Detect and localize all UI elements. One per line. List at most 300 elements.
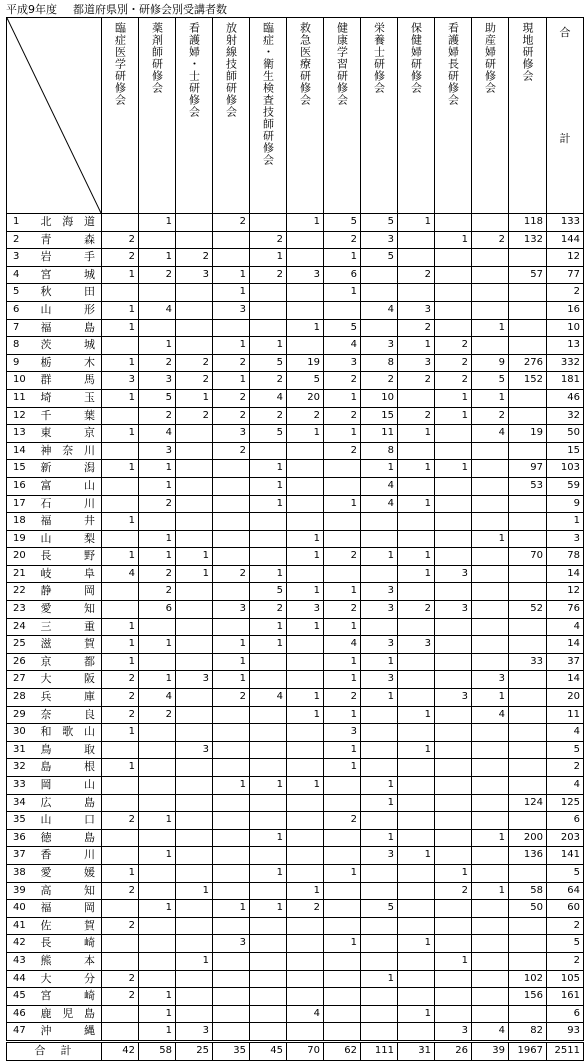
table-row (7, 952, 584, 970)
count-cell: 3 (361, 671, 398, 689)
count-cell (324, 970, 361, 988)
count-cell: 3 (398, 636, 435, 654)
count-cell (250, 917, 287, 935)
count-cell: 1 (435, 231, 472, 249)
count-cell: 2 (176, 249, 213, 267)
count-cell (250, 671, 287, 689)
count-cell: 1 (324, 284, 361, 302)
prefecture-name: 徳島 (37, 829, 102, 847)
row-total-cell: 64 (547, 882, 584, 900)
table-row (7, 847, 584, 865)
count-cell (176, 477, 213, 495)
count-cell (324, 917, 361, 935)
count-cell (361, 988, 398, 1006)
count-cell: 3 (213, 301, 250, 319)
count-cell: 2 (213, 689, 250, 707)
count-cell: 1 (213, 671, 250, 689)
count-cell (398, 583, 435, 601)
count-cell: 1 (213, 653, 250, 671)
count-cell: 2 (324, 231, 361, 249)
count-cell: 1 (139, 636, 176, 654)
count-cell (287, 513, 324, 531)
table-row (7, 689, 584, 707)
count-cell (250, 319, 287, 337)
count-cell: 1 (102, 460, 139, 478)
table-row (7, 425, 584, 443)
prefecture-name: 秋田 (37, 284, 102, 302)
row-total-cell: 14 (547, 671, 584, 689)
row-total-cell: 2 (547, 759, 584, 777)
count-cell: 4 (472, 425, 509, 443)
count-cell (361, 618, 398, 636)
table-row (7, 917, 584, 935)
row-total-cell: 5 (547, 935, 584, 953)
count-cell (435, 829, 472, 847)
column-header (324, 18, 361, 214)
count-cell (324, 513, 361, 531)
count-cell (398, 900, 435, 918)
count-cell (102, 284, 139, 302)
count-cell (472, 513, 509, 531)
count-cell (287, 565, 324, 583)
row-number: 35 (7, 812, 37, 830)
count-cell (472, 495, 509, 513)
row-total-cell: 4 (547, 618, 584, 636)
count-cell: 2 (472, 231, 509, 249)
count-cell (250, 741, 287, 759)
count-cell (509, 618, 547, 636)
count-cell (472, 636, 509, 654)
count-cell (250, 970, 287, 988)
count-cell (509, 724, 547, 742)
count-cell (435, 249, 472, 267)
row-total-cell: 2 (547, 952, 584, 970)
count-cell (435, 970, 472, 988)
row-number: 18 (7, 513, 37, 531)
count-cell: 1 (361, 970, 398, 988)
count-cell: 1 (398, 1005, 435, 1023)
grand-total-cell: 2511 (547, 1041, 584, 1060)
count-cell: 2 (287, 407, 324, 425)
count-cell: 3 (176, 266, 213, 284)
count-cell (287, 812, 324, 830)
count-cell (213, 741, 250, 759)
count-cell: 2 (213, 389, 250, 407)
count-cell: 136 (509, 847, 547, 865)
row-total-cell: 37 (547, 653, 584, 671)
count-cell (361, 812, 398, 830)
count-cell (509, 777, 547, 795)
table-row (7, 741, 584, 759)
count-cell: 1 (250, 777, 287, 795)
count-cell (250, 530, 287, 548)
count-cell: 5 (472, 372, 509, 390)
count-cell (435, 847, 472, 865)
count-cell: 19 (509, 425, 547, 443)
column-header (213, 18, 250, 214)
count-cell (509, 565, 547, 583)
count-cell (435, 671, 472, 689)
table-row (7, 1005, 584, 1023)
count-cell: 1 (176, 565, 213, 583)
count-cell (213, 988, 250, 1006)
prefecture-name: 石川 (37, 495, 102, 513)
count-cell (509, 530, 547, 548)
row-total-cell: 6 (547, 1005, 584, 1023)
count-cell (435, 759, 472, 777)
count-cell (472, 460, 509, 478)
count-cell (176, 847, 213, 865)
count-cell: 1 (139, 214, 176, 232)
count-cell: 1 (139, 847, 176, 865)
column-total-cell: 35 (213, 1041, 250, 1060)
count-cell: 1 (139, 530, 176, 548)
prefecture-name: 岩手 (37, 249, 102, 267)
count-cell (102, 1005, 139, 1023)
column-total-cell: 45 (250, 1041, 287, 1060)
count-cell (176, 284, 213, 302)
count-cell (287, 495, 324, 513)
count-cell: 4 (139, 301, 176, 319)
count-cell: 1 (287, 425, 324, 443)
column-total-cell: 39 (472, 1041, 509, 1060)
prefecture-name: 長野 (37, 548, 102, 566)
count-cell: 3 (435, 689, 472, 707)
count-cell: 2 (139, 407, 176, 425)
count-cell (287, 759, 324, 777)
count-cell (472, 917, 509, 935)
count-cell (287, 917, 324, 935)
count-cell (250, 812, 287, 830)
count-cell: 1 (472, 829, 509, 847)
count-cell (324, 847, 361, 865)
count-cell: 1 (324, 935, 361, 953)
count-cell (287, 477, 324, 495)
count-cell (398, 618, 435, 636)
count-cell: 1 (398, 741, 435, 759)
count-cell (324, 530, 361, 548)
count-cell: 2 (398, 319, 435, 337)
count-cell (213, 249, 250, 267)
count-cell (324, 1005, 361, 1023)
count-cell: 2 (139, 583, 176, 601)
count-cell (324, 882, 361, 900)
count-cell: 1 (213, 636, 250, 654)
prefecture-name: 新潟 (37, 460, 102, 478)
count-cell (509, 917, 547, 935)
count-cell: 1 (250, 477, 287, 495)
count-cell: 2 (398, 372, 435, 390)
table-row (7, 495, 584, 513)
prefecture-name: 大分 (37, 970, 102, 988)
total-col-bottom: 計 (559, 132, 571, 145)
count-cell (102, 530, 139, 548)
prefecture-name: 富山 (37, 477, 102, 495)
count-cell: 1 (176, 882, 213, 900)
count-cell (509, 864, 547, 882)
count-cell: 1 (139, 460, 176, 478)
count-cell: 1 (250, 829, 287, 847)
table-row (7, 706, 584, 724)
table-row (7, 389, 584, 407)
row-total-cell: 3 (547, 530, 584, 548)
row-total-cell: 125 (547, 794, 584, 812)
column-total-cell: 31 (398, 1041, 435, 1060)
count-cell (102, 477, 139, 495)
count-cell (509, 301, 547, 319)
table-row (7, 583, 584, 601)
count-cell (176, 530, 213, 548)
count-cell: 1 (324, 671, 361, 689)
row-total-cell: 77 (547, 266, 584, 284)
count-cell (472, 864, 509, 882)
count-cell (324, 829, 361, 847)
count-cell: 5 (361, 249, 398, 267)
count-cell (250, 952, 287, 970)
column-header-label: 薬剤師研修会 (150, 22, 164, 94)
count-cell (250, 653, 287, 671)
column-header-label: 保健婦研修会 (409, 22, 423, 94)
row-total-cell: 14 (547, 565, 584, 583)
count-cell (213, 1023, 250, 1042)
column-total-cell: 42 (102, 1041, 139, 1060)
count-cell: 3 (398, 354, 435, 372)
count-cell (435, 935, 472, 953)
count-cell (509, 249, 547, 267)
count-cell (398, 794, 435, 812)
row-number: 27 (7, 671, 37, 689)
count-cell (472, 477, 509, 495)
count-cell: 1 (324, 864, 361, 882)
count-cell (324, 1023, 361, 1042)
row-number: 5 (7, 284, 37, 302)
count-cell (102, 337, 139, 355)
column-total-cell: 111 (361, 1041, 398, 1060)
count-cell: 1 (361, 829, 398, 847)
prefecture-name: 埼玉 (37, 389, 102, 407)
prefecture-name: 宮城 (37, 266, 102, 284)
prefecture-name: 長崎 (37, 935, 102, 953)
column-header-label: 現地研修会 (521, 22, 534, 82)
count-cell (435, 284, 472, 302)
count-cell (213, 970, 250, 988)
row-number: 3 (7, 249, 37, 267)
row-number: 40 (7, 900, 37, 918)
count-cell (435, 988, 472, 1006)
count-cell (102, 777, 139, 795)
count-cell: 2 (250, 372, 287, 390)
table-row (7, 266, 584, 284)
count-cell: 3 (472, 671, 509, 689)
table-row (7, 301, 584, 319)
count-cell: 4 (472, 1023, 509, 1042)
count-cell (435, 513, 472, 531)
count-cell: 4 (287, 1005, 324, 1023)
count-cell (398, 389, 435, 407)
count-cell (472, 266, 509, 284)
count-cell: 2 (398, 601, 435, 619)
count-cell: 4 (361, 477, 398, 495)
count-cell (102, 495, 139, 513)
count-cell: 4 (361, 301, 398, 319)
count-cell: 2 (102, 970, 139, 988)
count-cell: 15 (361, 407, 398, 425)
count-cell (435, 653, 472, 671)
table-row (7, 214, 584, 232)
table-row (7, 319, 584, 337)
count-cell: 152 (509, 372, 547, 390)
count-cell (398, 724, 435, 742)
table-row (7, 724, 584, 742)
count-cell (398, 689, 435, 707)
row-total-cell: 15 (547, 442, 584, 460)
count-cell: 1 (361, 548, 398, 566)
count-cell (509, 407, 547, 425)
column-total-cell: 26 (435, 1041, 472, 1060)
count-cell (176, 864, 213, 882)
row-total-cell: 332 (547, 354, 584, 372)
count-cell: 2 (398, 266, 435, 284)
row-total-cell: 6 (547, 812, 584, 830)
row-number: 11 (7, 389, 37, 407)
count-cell (287, 442, 324, 460)
count-cell (324, 952, 361, 970)
count-cell (139, 653, 176, 671)
count-cell: 1 (287, 777, 324, 795)
column-header (472, 18, 509, 214)
count-cell (398, 988, 435, 1006)
prefecture-name: 栃木 (37, 354, 102, 372)
count-cell: 2 (139, 354, 176, 372)
count-cell (287, 337, 324, 355)
count-cell (509, 741, 547, 759)
count-cell (176, 442, 213, 460)
count-cell: 2 (250, 601, 287, 619)
column-total-cell: 62 (324, 1041, 361, 1060)
count-cell: 1 (324, 706, 361, 724)
count-cell: 2 (287, 900, 324, 918)
count-cell (176, 794, 213, 812)
table-row (7, 337, 584, 355)
count-cell (250, 724, 287, 742)
count-cell: 200 (509, 829, 547, 847)
table-row (7, 777, 584, 795)
count-cell: 2 (102, 882, 139, 900)
count-cell (324, 900, 361, 918)
count-cell: 11 (361, 425, 398, 443)
count-cell: 1 (287, 530, 324, 548)
count-cell (435, 530, 472, 548)
count-cell: 5 (250, 583, 287, 601)
count-cell (435, 618, 472, 636)
count-cell: 50 (509, 900, 547, 918)
count-cell (250, 988, 287, 1006)
count-cell: 4 (250, 689, 287, 707)
row-number: 2 (7, 231, 37, 249)
row-total-cell: 103 (547, 460, 584, 478)
count-cell: 1 (472, 319, 509, 337)
corner-diagonal-cell (7, 18, 102, 214)
count-cell (287, 301, 324, 319)
row-number: 21 (7, 565, 37, 583)
count-cell: 2 (250, 266, 287, 284)
count-cell: 3 (176, 1023, 213, 1042)
table-row (7, 284, 584, 302)
count-cell (287, 284, 324, 302)
count-cell: 3 (213, 601, 250, 619)
count-cell (250, 513, 287, 531)
row-total-cell: 161 (547, 988, 584, 1006)
count-cell: 2 (472, 407, 509, 425)
row-number: 29 (7, 706, 37, 724)
header-row (7, 18, 584, 214)
row-number: 28 (7, 689, 37, 707)
row-number: 47 (7, 1023, 37, 1042)
row-total-cell: 5 (547, 864, 584, 882)
prefecture-name: 香川 (37, 847, 102, 865)
count-cell: 2 (102, 917, 139, 935)
count-cell (472, 759, 509, 777)
column-header-total (547, 18, 584, 214)
row-number: 32 (7, 759, 37, 777)
count-cell (176, 301, 213, 319)
row-total-cell: 5 (547, 741, 584, 759)
count-cell: 1 (287, 706, 324, 724)
prefecture-name: 群馬 (37, 372, 102, 390)
count-cell: 1 (287, 689, 324, 707)
count-cell (435, 636, 472, 654)
count-cell: 1 (139, 548, 176, 566)
count-cell (287, 671, 324, 689)
count-cell: 2 (213, 214, 250, 232)
count-cell (509, 513, 547, 531)
count-cell (435, 724, 472, 742)
count-cell: 33 (509, 653, 547, 671)
prefecture-name: 大阪 (37, 671, 102, 689)
count-cell: 2 (102, 988, 139, 1006)
count-cell: 1 (102, 319, 139, 337)
title-year: 平成9年度 (6, 3, 57, 16)
count-cell: 1 (250, 495, 287, 513)
count-cell (472, 583, 509, 601)
count-cell (361, 935, 398, 953)
count-cell: 1 (287, 548, 324, 566)
count-cell: 4 (324, 636, 361, 654)
count-cell (139, 231, 176, 249)
row-number: 13 (7, 425, 37, 443)
row-number: 10 (7, 372, 37, 390)
column-header (250, 18, 287, 214)
count-cell (287, 741, 324, 759)
count-cell (213, 319, 250, 337)
count-cell (435, 319, 472, 337)
total-label: 合 計 (7, 1041, 102, 1060)
count-cell (213, 530, 250, 548)
count-cell: 1 (213, 337, 250, 355)
count-cell: 2 (139, 565, 176, 583)
count-cell (472, 777, 509, 795)
count-cell: 2 (250, 231, 287, 249)
count-cell (398, 671, 435, 689)
prefecture-name: 福島 (37, 319, 102, 337)
prefecture-name: 鹿児島 (37, 1005, 102, 1023)
count-cell (472, 988, 509, 1006)
row-total-cell: 59 (547, 477, 584, 495)
count-cell: 1 (250, 337, 287, 355)
count-cell (287, 794, 324, 812)
table-row (7, 794, 584, 812)
count-cell (324, 794, 361, 812)
